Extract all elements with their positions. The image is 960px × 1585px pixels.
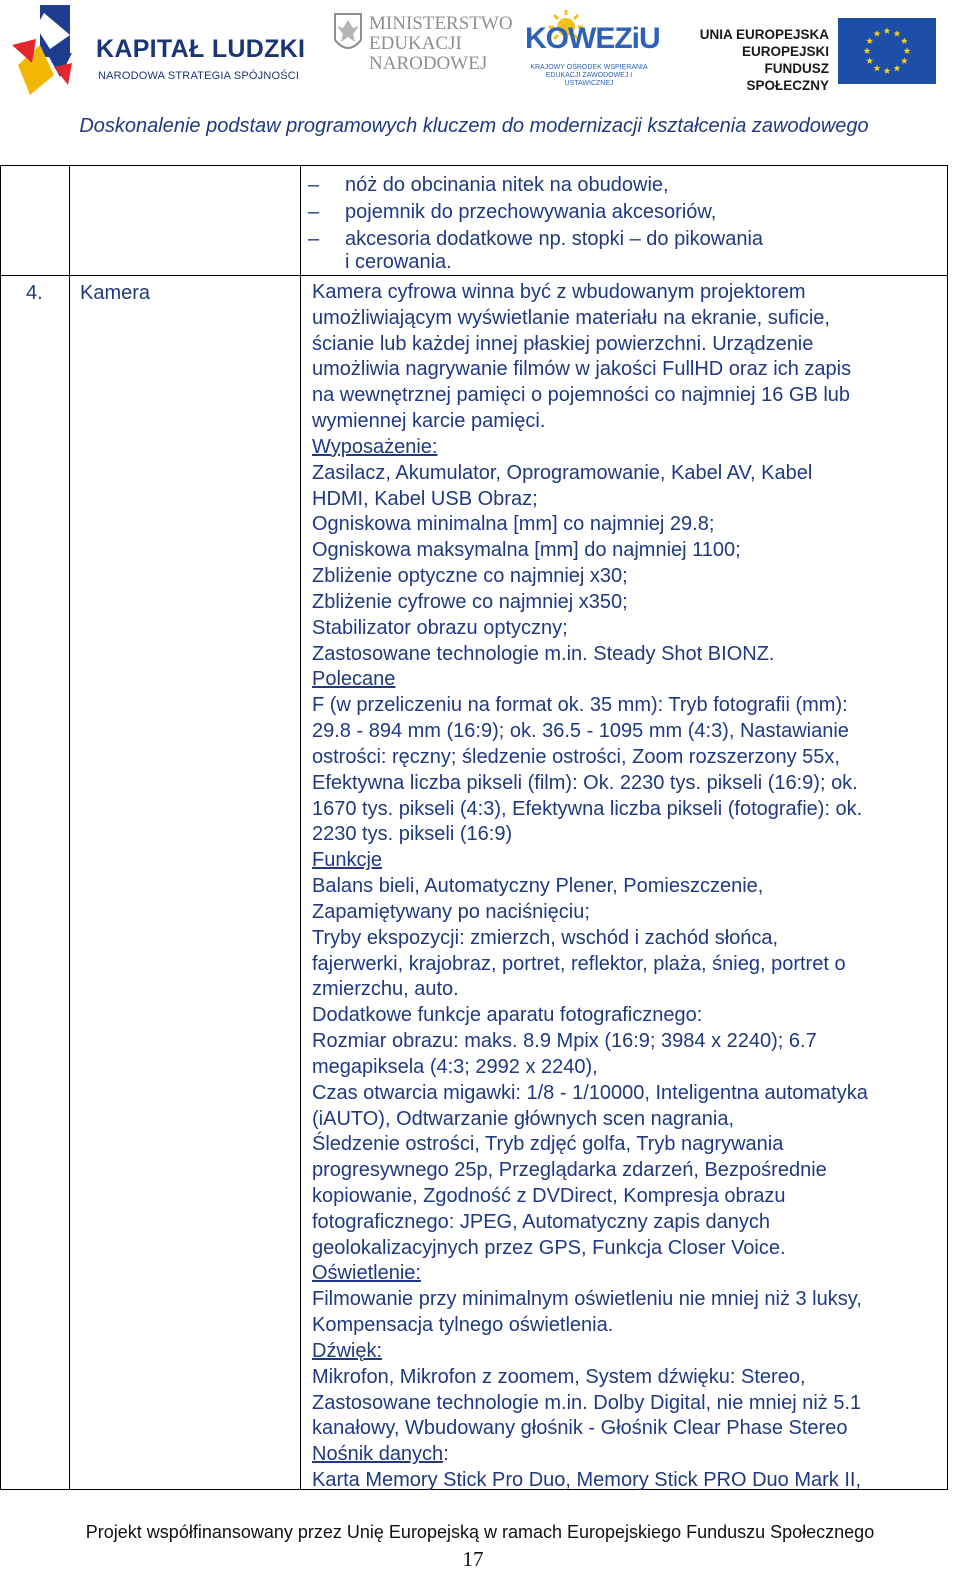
row-number: 4. xyxy=(26,282,43,304)
description-line: wymiennej karcie pamięci. xyxy=(312,410,546,433)
description-line: megapiksela (4:3; 2992 x 2240), xyxy=(312,1055,598,1078)
description-line: Zbliżenie optyczne co najmniej x30; xyxy=(312,565,628,588)
list-item xyxy=(308,172,928,199)
table-top-border xyxy=(0,165,948,166)
description-line: zmierzchu, auto. xyxy=(312,978,459,1001)
ministerstwo-logo xyxy=(333,12,523,82)
section-heading-nosnik-danych xyxy=(312,1442,942,1468)
description-line: Efektywna liczba pikseli (film): Ok. 2230 tys. pikseli (16:9); ok. xyxy=(312,771,858,794)
koweziu-logo xyxy=(525,14,660,87)
kapital-ludzki-star-icon xyxy=(10,5,90,100)
description-line: Dodatkowe funkcje aparatu fotograficznego: xyxy=(312,1004,703,1027)
list-item-text: pojemnik do przechowywania akcesoriów, xyxy=(345,201,717,223)
description-line: Ogniskowa maksymalna [mm] do najmniej 1100; xyxy=(312,539,741,562)
section-heading-oswietlenie: Oświetlenie: xyxy=(312,1262,421,1285)
row-description xyxy=(312,280,942,1494)
description-line: Zbliżenie cyfrowe co najmniej x350; xyxy=(312,590,628,613)
unia-europejska-text: UNIA EUROPEJSKA EUROPEJSKI FUNDUSZ SPOŁECZNY xyxy=(699,27,829,93)
koweziu-subtitle: KRAJOWY OŚRODEK WSPIERANIA EDUKACJI ZAWODOWEJ I USTAWICZNEJ xyxy=(530,64,648,87)
description-line: F (w przeliczeniu na format ok. 35 mm): Tryb fotografii (mm): xyxy=(312,694,848,717)
list-item xyxy=(308,199,928,226)
table-left-border xyxy=(0,165,1,1490)
description-line: Czas otwarcia migawki: 1/8 - 1/10000, Inteligentna automatyka xyxy=(312,1081,868,1104)
list-item-text: nóż do obcinania nitek na obudowie, xyxy=(345,174,669,196)
section-heading-funkcje: Funkcje xyxy=(312,849,383,872)
page-number: 17 xyxy=(462,1547,484,1571)
nosnik-danych-colon: : xyxy=(443,1443,449,1466)
unia-europejska-logo xyxy=(693,18,943,93)
description-line: Kompensacja tylnego oświetlenia. xyxy=(312,1314,614,1337)
description-line: Stabilizator obrazu optyczny; xyxy=(312,616,568,639)
description-line: (iAUTO), Odtwarzanie głównych scen nagrania, xyxy=(312,1107,735,1130)
description-line: Mikrofon, Mikrofon z zoomem, System dźwięku: Stereo, xyxy=(312,1365,806,1388)
description-line: Śledzenie ostrości, Tryb zdjęć golfa, Tryb nagrywania xyxy=(312,1133,784,1156)
description-line: 1670 tys. pikseli (4:3), Efektywna liczba pikseli (fotografie): ok. xyxy=(312,797,863,820)
section-heading-wyposazenie: Wyposażenie: xyxy=(312,435,438,458)
description-line: Zastosowane technologie m.in. Dolby Digital, nie mniej niż 5.1 xyxy=(312,1391,862,1414)
list-item-continuation: i cerowania. xyxy=(345,251,452,273)
table-right-border xyxy=(947,165,948,1490)
description-line: kanałowy, Wbudowany głośnik - Głośnik Clear Phase Stereo xyxy=(312,1417,848,1440)
section-heading-polecane: Polecane xyxy=(312,668,396,691)
kapital-ludzki-subtitle: NARODOWA STRATEGIA SPÓJNOŚCI xyxy=(98,70,300,82)
description-line: fajerwerki, krajobraz, portret, reflektor, plaża, śnieg, portret o xyxy=(312,952,846,975)
description-line: progresywnego 25p, Przeglądarka zdarzeń, Bezpośrednie xyxy=(312,1159,827,1182)
description-line: Zastosowane technologie m.in. Steady Shot BIONZ. xyxy=(312,642,775,665)
description-line: ostrości: ręczny; śledzenie ostrości, Zoom rozszerzony 55x, xyxy=(312,745,840,768)
header-subtitle: Doskonalenie podstaw programowych kluczem do modernizacji kształcenia zawodowego xyxy=(79,115,869,137)
list-item xyxy=(308,226,928,253)
ministerstwo-text: MINISTERSTWO EDUKACJI NARODOWEJ xyxy=(369,13,513,74)
column-divider-2 xyxy=(300,165,301,1490)
description-line: Rozmiar obrazu: maks. 8.9 Mpix (16:9; 3984 x 2240); 6.7 xyxy=(312,1030,817,1053)
description-line: Zasilacz, Akumulator, Oprogramowanie, Kabel AV, Kabel xyxy=(312,461,813,484)
eagle-crest-icon xyxy=(333,12,363,56)
description-line: Filmowanie przy minimalnym oświetleniu nie mniej niż 3 luksy, xyxy=(312,1288,862,1311)
description-line: Karta Memory Stick Pro Duo, Memory Stick PRO Duo Mark II, xyxy=(312,1469,862,1492)
footer-text: Projekt współfinansowany przez Unię Europejską w ramach Europejskiego Funduszu Społecznego xyxy=(85,1522,875,1542)
row-name: Kamera xyxy=(80,282,151,304)
description-line: Ogniskowa minimalna [mm] co najmniej 29.8; xyxy=(312,513,715,536)
description-line: Tryby ekspozycji: zmierzch, wschód i zachód słońca, xyxy=(312,926,779,949)
description-line: ścianie lub każdej innej płaskiej powierzchni. Urządzenie xyxy=(312,332,814,355)
kapital-ludzki-logo xyxy=(10,5,320,100)
section-heading-dzwiek: Dźwięk: xyxy=(312,1339,383,1362)
list-item-text: akcesoria dodatkowe np. stopki – do pikowania xyxy=(345,228,764,250)
description-line: Zapamiętywany po naciśnięciu; xyxy=(312,900,590,923)
description-line: umożliwia nagrywanie filmów w jakości FullHD oraz ich zapis xyxy=(312,358,852,381)
description-line: 2230 tys. pikseli (16:9) xyxy=(312,823,513,846)
continued-list xyxy=(308,172,928,276)
description-line: umożliwiającym wyświetlanie materiału na ekranie, suficie, xyxy=(312,306,830,329)
description-line: kopiowanie, Zgodność z DVDirect, Kompresja obrazu xyxy=(312,1184,786,1207)
dash-bullet: – xyxy=(308,201,320,223)
nosnik-danych-label: Nośnik danych xyxy=(312,1443,444,1466)
eu-flag-icon xyxy=(838,18,936,84)
description-line: geolokalizacyjnych przez GPS, Funkcja Closer Voice. xyxy=(312,1236,786,1259)
description-line: na wewnętrznej pamięci o pojemności co najmniej 16 GB lub xyxy=(312,384,851,407)
description-line: fotograficznego: JPEG, Automatyczny zapis danych xyxy=(312,1210,771,1233)
description-line: Balans bieli, Automatyczny Plener, Pomieszczenie, xyxy=(312,875,764,898)
description-line: Kamera cyfrowa winna być z wbudowanym projektorem xyxy=(312,281,806,303)
dash-bullet: – xyxy=(308,174,320,196)
column-divider-1 xyxy=(69,165,70,1490)
kapital-ludzki-title: KAPITAŁ LUDZKI xyxy=(96,35,306,63)
description-line: 29.8 - 894 mm (16:9); ok. 36.5 - 1095 mm (4:3), Nastawianie xyxy=(312,720,849,743)
logo-bar xyxy=(0,0,960,108)
equipment-table xyxy=(0,165,948,1490)
description-line: HDMI, Kabel USB Obraz; xyxy=(312,487,538,510)
dash-bullet: – xyxy=(308,228,320,250)
koweziu-word: KOWEZiU xyxy=(525,22,660,55)
